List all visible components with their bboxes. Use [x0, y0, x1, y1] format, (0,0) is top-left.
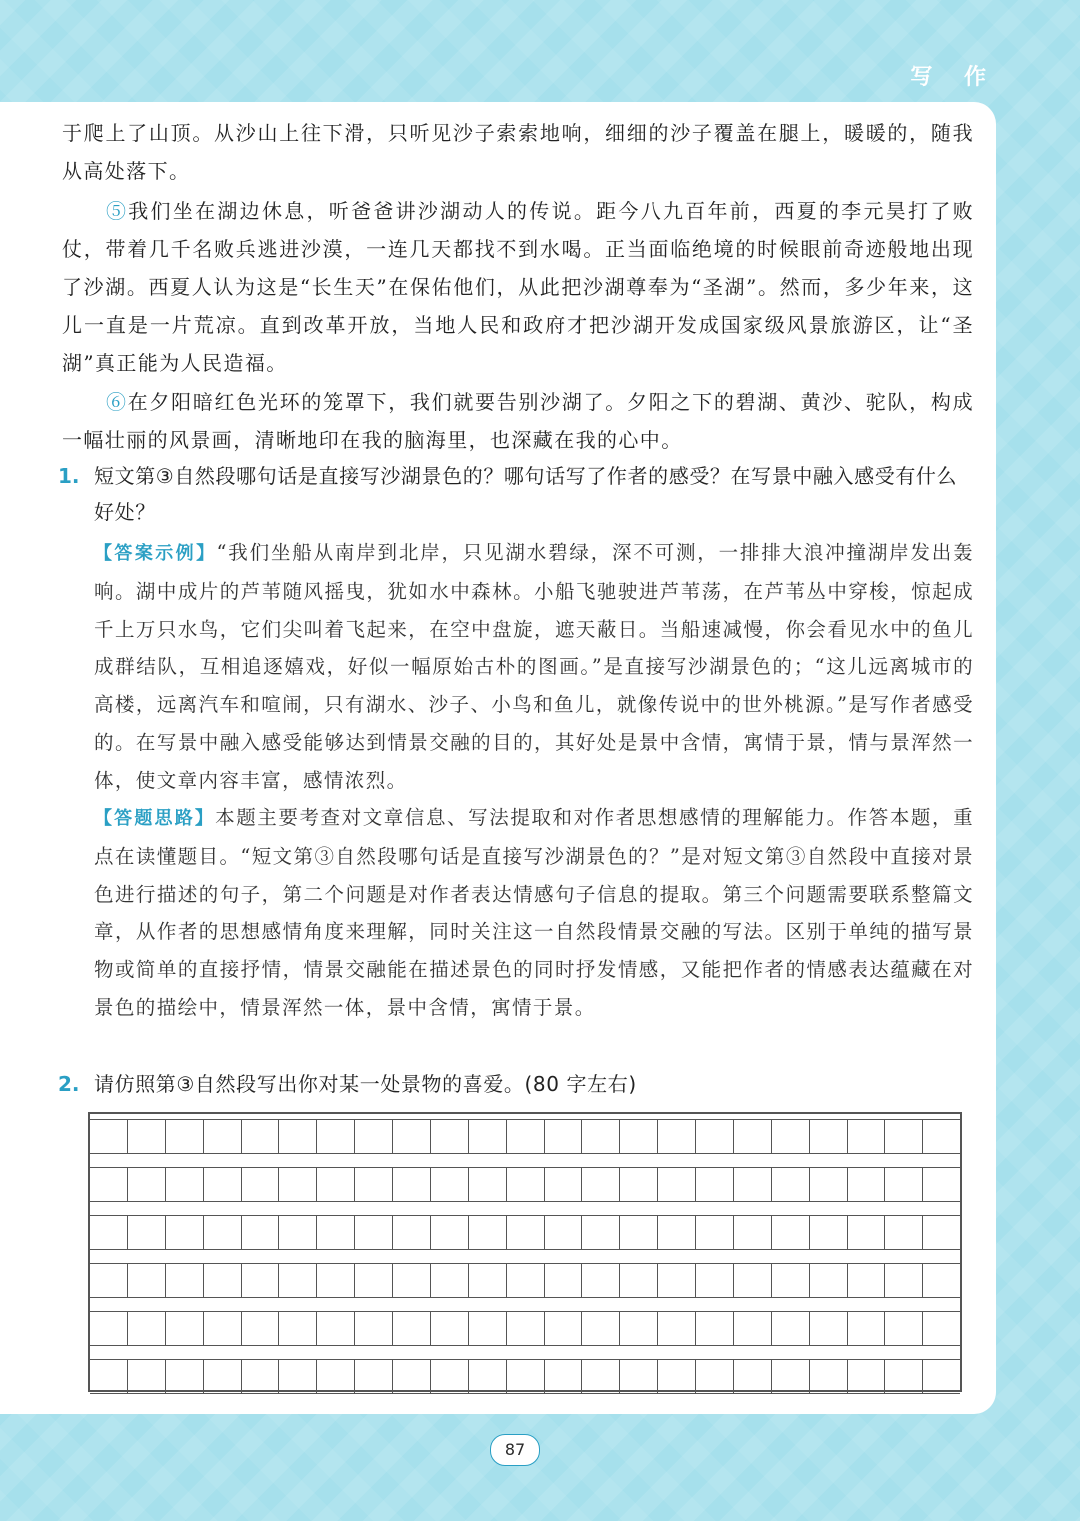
grid-cell[interactable]	[923, 1168, 960, 1201]
grid-cell[interactable]	[393, 1120, 431, 1153]
question-1	[58, 458, 974, 530]
grid-cell[interactable]	[128, 1360, 166, 1393]
grid-cell[interactable]	[469, 1216, 507, 1249]
grid-cell[interactable]	[696, 1312, 734, 1345]
grid-cell[interactable]	[658, 1360, 696, 1393]
grid-cell[interactable]	[772, 1168, 810, 1201]
grid-cell[interactable]	[204, 1168, 242, 1201]
question-2-number: 2.	[58, 1072, 80, 1096]
grid-cell[interactable]	[204, 1216, 242, 1249]
grid-cell[interactable]	[923, 1264, 960, 1297]
grid-cell[interactable]	[885, 1120, 923, 1153]
grid-cell[interactable]	[393, 1312, 431, 1345]
grid-cell[interactable]	[772, 1120, 810, 1153]
grid-cell[interactable]	[507, 1312, 545, 1345]
grid-cell[interactable]	[317, 1264, 355, 1297]
grid-cell[interactable]	[923, 1120, 960, 1153]
grid-cell[interactable]	[772, 1312, 810, 1345]
grid-cell[interactable]	[166, 1120, 204, 1153]
grid-row	[90, 1263, 960, 1298]
grid-cell[interactable]	[90, 1216, 128, 1249]
grid-cell[interactable]	[507, 1120, 545, 1153]
grid-cell[interactable]	[810, 1216, 848, 1249]
grid-cell[interactable]	[734, 1360, 772, 1393]
grid-cell[interactable]	[734, 1264, 772, 1297]
grid-cell[interactable]	[317, 1312, 355, 1345]
grid-cell[interactable]	[582, 1216, 620, 1249]
grid-cell[interactable]	[734, 1168, 772, 1201]
grid-cell[interactable]	[469, 1264, 507, 1297]
grid-cell[interactable]	[545, 1120, 583, 1153]
answer-thinking	[94, 799, 974, 1027]
grid-cell[interactable]	[772, 1264, 810, 1297]
grid-cell[interactable]	[90, 1360, 128, 1393]
grid-cell[interactable]	[885, 1216, 923, 1249]
grid-row	[90, 1119, 960, 1154]
passage-paragraph-continued: 于爬上了山顶。从沙山上往下滑，只听见沙子索索地响，细细的沙子覆盖在腿上，暖暖的，随我从高处落下。	[62, 121, 974, 183]
grid-cell[interactable]	[507, 1360, 545, 1393]
grid-cell[interactable]	[128, 1216, 166, 1249]
paragraph-6-text: 在夕阳暗红色光环的笼罩下，我们就要告别沙湖了。夕阳之下的碧湖、黄沙、驼队，构成一幅壮丽的风景画，清晰地印在我的脑海里，也深藏在我的心中。	[62, 390, 974, 452]
grid-cell[interactable]	[582, 1360, 620, 1393]
grid-cell[interactable]	[128, 1312, 166, 1345]
grid-cell[interactable]	[923, 1312, 960, 1345]
grid-cell[interactable]	[658, 1168, 696, 1201]
grid-cell[interactable]	[545, 1264, 583, 1297]
grid-cell[interactable]	[355, 1216, 393, 1249]
answer-example	[94, 534, 974, 800]
grid-cell[interactable]	[355, 1168, 393, 1201]
grid-cell[interactable]	[469, 1312, 507, 1345]
grid-cell[interactable]	[696, 1264, 734, 1297]
grid-row	[90, 1311, 960, 1346]
grid-cell[interactable]	[393, 1360, 431, 1393]
grid-row	[90, 1167, 960, 1202]
grid-row	[90, 1359, 960, 1394]
grid-cell[interactable]	[469, 1120, 507, 1153]
answer-example-text: “我们坐船从南岸到北岸，只见湖水碧绿，深不可测，一排排大浪冲撞湖岸发出轰响。湖中成片的芦苇随风摇曳，犹如水中森林。小船飞驰驶进芦苇荡，在芦苇丛中穿梭，惊起成千上万只水鸟，它们尖叫着飞起来，在空中盘旋，遮天蔽日。当船速减慢，你会看见水中的鱼儿成群结队，互相追逐嬉戏，好似一幅原始古朴的图画。”是直接写沙湖景色的；“这儿远离城市的高楼，远离汽车和喧闹，只有湖水、沙子、小鸟和鱼儿，就像传说中的世外桃源。”是写作者感受的。在写景中融入感受能够达到情景交融的目的，其好处是景中含情，寓情于景，情与景浑然一体，使文章内容丰富，感情浓烈。	[94, 541, 975, 792]
grid-cell[interactable]	[658, 1216, 696, 1249]
paragraph-5-text: 我们坐在湖边休息，听爸爸讲沙湖动人的传说。距今八九百年前，西夏的李元昊打了败仗，带着几千名败兵逃进沙漠，一连几天都找不到水喝。正当面临绝境的时候眼前奇迹般地出现了沙湖。西夏人认为这是“长生天”在保佑他们，从此把沙湖尊奉为“圣湖”。然而，多少年来，这儿一直是一片荒凉。直到改革开放，当地人民和政府才把沙湖开发成国家级风景旅游区，让“圣湖”真正能为人民造福。	[62, 199, 974, 375]
grid-cell[interactable]	[734, 1216, 772, 1249]
grid-cell[interactable]	[393, 1264, 431, 1297]
grid-cell[interactable]	[128, 1264, 166, 1297]
grid-cell[interactable]	[469, 1168, 507, 1201]
grid-cell[interactable]	[431, 1216, 469, 1249]
question-2	[58, 1066, 974, 1102]
answer-example-tag: 【答案示例】	[94, 543, 217, 564]
writing-grid[interactable]	[88, 1112, 962, 1392]
grid-cell[interactable]	[582, 1120, 620, 1153]
grid-cell[interactable]	[431, 1264, 469, 1297]
answer-thinking-tag: 【答题思路】	[94, 808, 216, 829]
grid-cell[interactable]	[317, 1360, 355, 1393]
grid-cell[interactable]	[242, 1168, 280, 1201]
grid-cell[interactable]	[393, 1216, 431, 1249]
grid-cell[interactable]	[620, 1312, 658, 1345]
question-2-text: 请仿照第③自然段写出你对某一处景物的喜爱。(80 字左右)	[94, 1072, 637, 1096]
grid-cell[interactable]	[848, 1312, 886, 1345]
grid-cell[interactable]	[545, 1360, 583, 1393]
grid-cell[interactable]	[810, 1168, 848, 1201]
passage-paragraph-6	[62, 383, 974, 459]
grid-cell[interactable]	[658, 1120, 696, 1153]
grid-cell[interactable]	[204, 1120, 242, 1153]
grid-cell[interactable]	[431, 1360, 469, 1393]
grid-cell[interactable]	[658, 1312, 696, 1345]
grid-cell[interactable]	[204, 1312, 242, 1345]
grid-cell[interactable]	[128, 1120, 166, 1153]
grid-cell[interactable]	[166, 1360, 204, 1393]
grid-cell[interactable]	[620, 1120, 658, 1153]
grid-cell[interactable]	[166, 1312, 204, 1345]
grid-cell[interactable]	[279, 1120, 317, 1153]
grid-cell[interactable]	[507, 1264, 545, 1297]
grid-cell[interactable]	[923, 1360, 960, 1393]
grid-cell[interactable]	[507, 1216, 545, 1249]
grid-cell[interactable]	[545, 1168, 583, 1201]
grid-cell[interactable]	[166, 1216, 204, 1249]
grid-cell[interactable]	[279, 1312, 317, 1345]
grid-row	[90, 1215, 960, 1250]
grid-cell[interactable]	[620, 1216, 658, 1249]
grid-cell[interactable]	[848, 1360, 886, 1393]
grid-cell[interactable]	[582, 1168, 620, 1201]
grid-cell[interactable]	[393, 1168, 431, 1201]
grid-cell[interactable]	[885, 1264, 923, 1297]
grid-cell[interactable]	[90, 1168, 128, 1201]
grid-cell[interactable]	[545, 1216, 583, 1249]
grid-cell[interactable]	[810, 1312, 848, 1345]
grid-cell[interactable]	[279, 1216, 317, 1249]
grid-cell[interactable]	[204, 1360, 242, 1393]
grid-cell[interactable]	[355, 1120, 393, 1153]
grid-cell[interactable]	[696, 1120, 734, 1153]
grid-cell[interactable]	[317, 1120, 355, 1153]
grid-cell[interactable]	[620, 1264, 658, 1297]
question-1-text: 短文第③自然段哪句话是直接写沙湖景色的？哪句话写了作者的感受？在写景中融入感受有什么好处？	[94, 464, 958, 524]
grid-cell[interactable]	[90, 1312, 128, 1345]
page-number: 87	[490, 1434, 540, 1466]
grid-cell[interactable]	[582, 1264, 620, 1297]
grid-cell[interactable]	[204, 1264, 242, 1297]
grid-cell[interactable]	[885, 1312, 923, 1345]
grid-cell[interactable]	[279, 1360, 317, 1393]
grid-cell[interactable]	[620, 1360, 658, 1393]
grid-cell[interactable]	[885, 1360, 923, 1393]
grid-cell[interactable]	[355, 1360, 393, 1393]
grid-cell[interactable]	[696, 1216, 734, 1249]
grid-cell[interactable]	[696, 1168, 734, 1201]
paragraph-number-5: ⑤	[106, 199, 129, 223]
grid-cell[interactable]	[620, 1168, 658, 1201]
grid-cell[interactable]	[317, 1216, 355, 1249]
grid-cell[interactable]	[772, 1360, 810, 1393]
grid-cell[interactable]	[166, 1264, 204, 1297]
grid-cell[interactable]	[507, 1168, 545, 1201]
question-1-number: 1.	[58, 464, 80, 488]
grid-cell[interactable]	[848, 1216, 886, 1249]
grid-cell[interactable]	[431, 1312, 469, 1345]
grid-cell[interactable]	[545, 1312, 583, 1345]
grid-cell[interactable]	[242, 1264, 280, 1297]
grid-cell[interactable]	[848, 1168, 886, 1201]
grid-cell[interactable]	[242, 1120, 280, 1153]
grid-cell[interactable]	[734, 1312, 772, 1345]
grid-cell[interactable]	[166, 1168, 204, 1201]
grid-cell[interactable]	[734, 1120, 772, 1153]
grid-cell[interactable]	[128, 1168, 166, 1201]
grid-cell[interactable]	[242, 1312, 280, 1345]
paragraph-number-6: ⑥	[106, 390, 128, 414]
grid-cell[interactable]	[848, 1120, 886, 1153]
grid-cell[interactable]	[279, 1168, 317, 1201]
grid-cell[interactable]	[772, 1216, 810, 1249]
grid-cell[interactable]	[242, 1216, 280, 1249]
passage-paragraph-5	[62, 192, 974, 382]
grid-cell[interactable]	[355, 1264, 393, 1297]
grid-cell[interactable]	[469, 1360, 507, 1393]
grid-cell[interactable]	[317, 1168, 355, 1201]
grid-cell[interactable]	[582, 1312, 620, 1345]
grid-cell[interactable]	[848, 1264, 886, 1297]
grid-cell[interactable]	[355, 1312, 393, 1345]
grid-cell[interactable]	[279, 1264, 317, 1297]
grid-cell[interactable]	[923, 1216, 960, 1249]
grid-cell[interactable]	[90, 1120, 128, 1153]
grid-cell[interactable]	[431, 1120, 469, 1153]
grid-cell[interactable]	[658, 1264, 696, 1297]
section-label: 写 作	[910, 65, 998, 90]
grid-cell[interactable]	[90, 1264, 128, 1297]
grid-cell[interactable]	[242, 1360, 280, 1393]
grid-cell[interactable]	[696, 1360, 734, 1393]
grid-cell[interactable]	[810, 1264, 848, 1297]
grid-cell[interactable]	[810, 1360, 848, 1393]
answer-thinking-text: 本题主要考查对文章信息、写法提取和对作者思想感情的理解能力。作答本题，重点在读懂题目。“短文第③自然段哪句话是直接写沙湖景色的？”是对短文第③自然段中直接对景色进行描述的句子，第二个问题是对作者表达情感句子信息的提取。第三个问题需要联系整篇文章，从作者的思想感情角度来理解，同时关注这一自然段情景交融的写法。区别于单纯的描写景物或简单的直接抒情，情景交融能在描述景色的同时抒发情感，又能把作者的情感表达蕴藏在对景色的描绘中，情景浑然一体，景中含情，寓情于景。	[94, 806, 975, 1019]
grid-cell[interactable]	[431, 1168, 469, 1201]
grid-cell[interactable]	[885, 1168, 923, 1201]
grid-cell[interactable]	[810, 1120, 848, 1153]
